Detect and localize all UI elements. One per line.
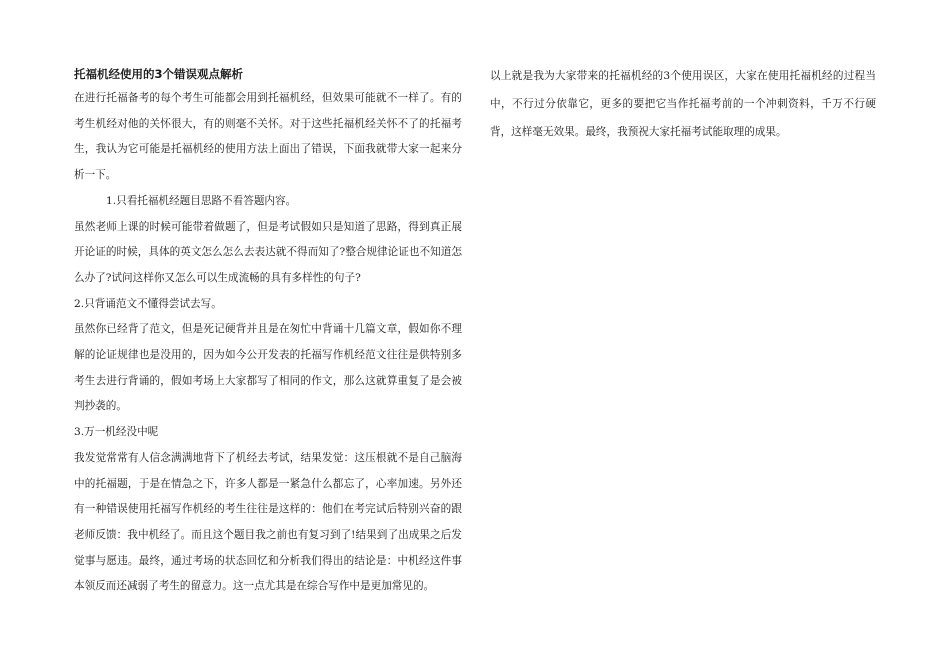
right-column bbox=[490, 66, 876, 146]
point3-heading: 3.万一机经没中呢 bbox=[74, 426, 159, 439]
point2-heading: 2.只背诵范文不懂得尝试去写。 bbox=[74, 297, 222, 310]
point2-body: 虽然你已经背了范文，但是死记硬背并且是在匆忙中背诵十几篇文章，假如你不理解的论证规律也是没用的，因为如今公开发表的托福写作机经范文往往是供特别多考生去进行背诵的，假如考场上大家都写了相同的作文，那么这就算重复了是会被判抄袭的。 bbox=[74, 323, 462, 413]
point3-body: 我发觉常常有人信念满满地背下了机经去考试，结果发觉：这压根就不是自己脑海中的托福题，于是在情急之下，许多人都是一紧急什么都忘了，心率加速。另外还有一种错误使用托福写作机经的考生往往是这样的：他们在考完试后特别兴奋的跟老师反馈：我中机经了。而且这个题目我之前也有复习到了!结果到了出成果之后发觉事与愿违。最终，通过考场的状态回忆和分析我们得出的结论是：中机经这件事本领反而还减弱了考生的留意力。这一点尤其是在综合写作中是更加常见的。 bbox=[74, 451, 462, 593]
conclusion-paragraph: 以上就是我为大家带来的托福机经的3个使用误区，大家在使用托福机经的过程当中，不行过分依靠它，更多的要把它当作托福考前的一个冲刺资料，千万不行硬背，这样毫无效果。最终，我预祝大家托福考试能取理的成果。 bbox=[490, 70, 876, 138]
article-title: 托福机经使用的3个错误观点解析 bbox=[74, 67, 243, 81]
point1-heading: 1.只看托福机经题目思路不看答题内容。 bbox=[106, 194, 297, 207]
point1-body: 虽然老师上课的时候可能带着做题了，但是考试假如只是知道了思路，得到真正展开论证的时候，具体的英文怎么怎么去表达就不得而知了?整合规律论证也不知道怎么办了?试问这样你又怎么可以生成流畅的具有多样性的句子? bbox=[74, 220, 462, 284]
intro-paragraph: 在进行托福备考的每个考生可能都会用到托福机经，但效果可能就不一样了。有的考生机经对他的关怀很大，有的则毫不关怀。对于这些托福机经关怀不了的托福考生，我认为它可能是托福机经的使用方法上面出了错误，下面我就带大家一起来分析一下。 bbox=[74, 92, 462, 182]
left-column bbox=[74, 66, 462, 600]
